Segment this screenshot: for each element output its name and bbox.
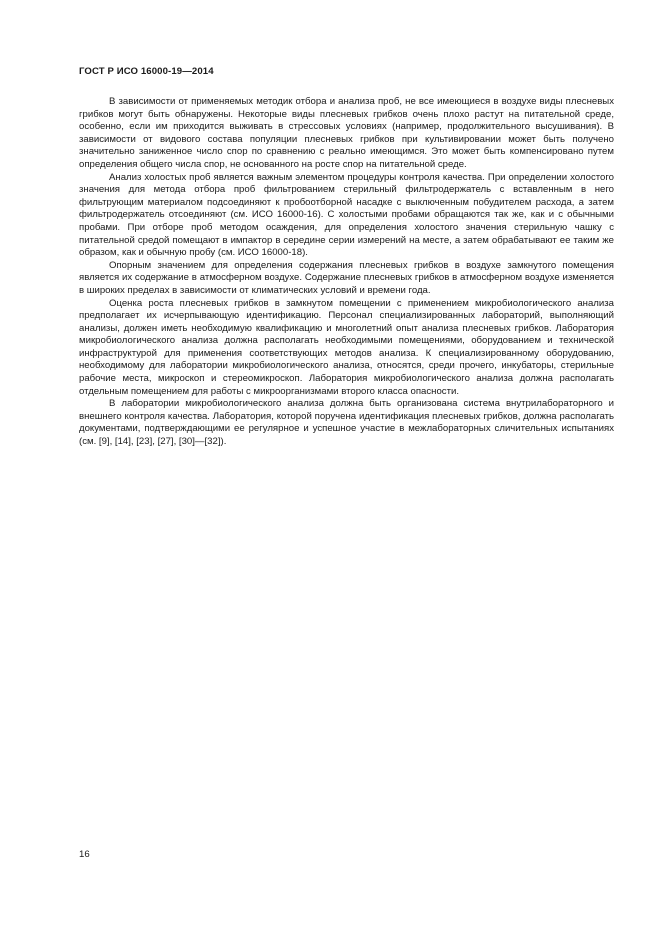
document-body	[79, 96, 614, 449]
paragraph: Оценка роста плесневых грибков в замкнутом помещении с применением микробиологического анализа предполагает их исчерпывающую идентификацию. Персонал специализированных лабораторий, выполняющий анализы, должен иметь необходимую квалификацию и многолетний опыт анализа плесневых грибков. Лаборатория микробиологического анализа должна располагать необходимыми помещениями, оборудованием и технической инфраструктурой для применения соответствующих методов анализа. К специализированному оборудованию, необходимому для лаборатории микробиологического анализа, относятся, среди прочего, инкубаторы, стерильные рабочие места, микроскоп и стереомикроскоп. Лаборатория микробиологического анализа должна располагать отдельным помещением для работы с микроорганизмами второго класса опасности.	[79, 297, 614, 397]
paragraph: В зависимости от применяемых методик отбора и анализа проб, не все имеющиеся в воздухе виды плесневых грибков могут быть обнаружены. Некоторые виды плесневых грибков очень плохо растут на питательной среде, особенно, если им приходится выживать в стрессовых условиях (например, продолжительного высушивания). В зависимости от видового состава популяции плесневых грибков при культивировании может быть получено значительно заниженное число спор по сравнению с реально имеющимся. Это может быть компенсировано путем определения общего числа спор, не основанного на росте спор на питательной среде.	[79, 96, 614, 170]
document-header: ГОСТ Р ИСО 16000-19—2014	[79, 66, 214, 77]
paragraph: Анализ холостых проб является важным элементом процедуры контроля качества. При определении холостого значения для метода отбора проб фильтрованием стерильный фильтродержатель с вставленным в него фильтрующим материалом подсоединяют к пробоотборной насадке с выключенным побудителем расхода, а затем фильтродержатель отсоединяют (см. ИСО 16000-16). С холостыми пробами обращаются так же, как и с обычными пробами. При отборе проб методом осаждения, для определения холостого значения стерильную чашку с питательной средой помещают в импактор в середине серии измерений на месте, а затем обрабатывают ее таким же образом, как и обычную пробу (см. ИСО 16000-18).	[79, 171, 614, 259]
paragraph: Опорным значением для определения содержания плесневых грибков в воздухе замкнутого помещения является их содержание в атмосферном воздухе. Содержание плесневых грибков в атмосферном воздухе изменяется в широких пределах в зависимости от климатических условий и времени года.	[79, 259, 614, 296]
paragraph: В лаборатории микробиологического анализа должна быть организована система внутрилабораторного и внешнего контроля качества. Лаборатория, которой поручена идентификация плесневых грибков, должна располагать документами, подтверждающими ее регулярное и успешное участие в межлабораторных сличительных испытаниях (см. [9], [14], [23], [27], [30]—[32]).	[79, 398, 614, 448]
page-number: 16	[79, 849, 90, 860]
